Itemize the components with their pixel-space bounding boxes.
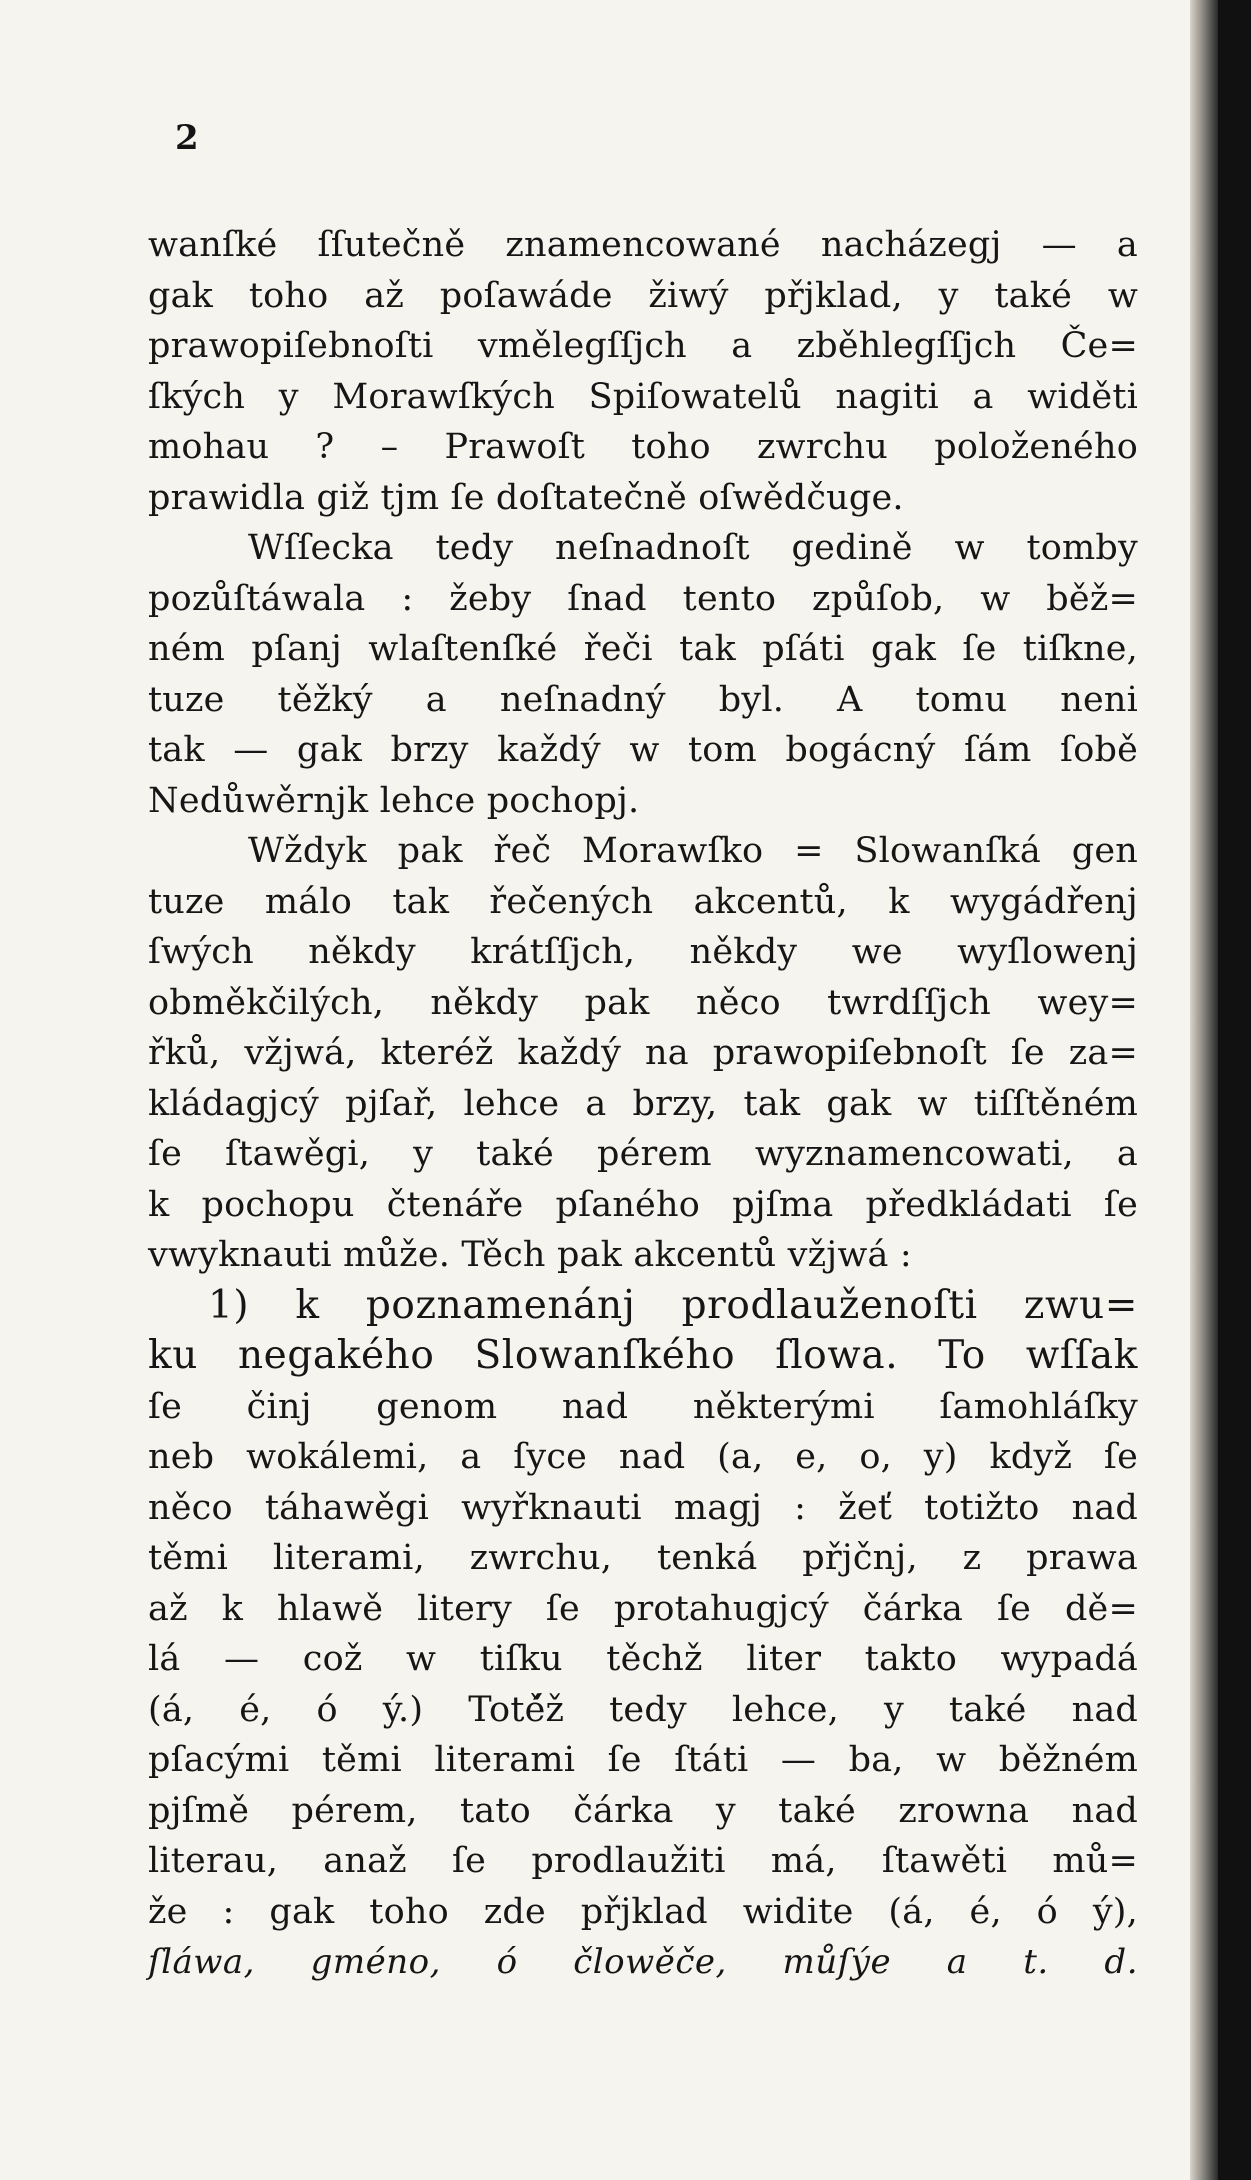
text-line: literau, anaž ſe prodlaužiti má, ſtawěti mů=: [148, 1841, 1138, 1881]
text-line: pſacými těmi literami ſe ſtáti — ba, w běžném: [148, 1740, 1138, 1780]
page-number: 2: [175, 118, 199, 158]
text-line: neb wokálemi, a ſyce nad (a, e, o, y) když ſe: [148, 1437, 1138, 1477]
text-line: tuze málo tak řečených akcentů, k wygádřenj: [148, 881, 1138, 922]
text-line: gak toho až poſawáde žiwý přjklad, y také w: [148, 275, 1138, 316]
text-line: obměkčilých, někdy pak něco twrdſſjch wey=: [148, 982, 1138, 1023]
text-line: Wždyk pak řeč Morawſko = Slowanſká gen: [248, 831, 1138, 871]
text-line: Wſſecka tedy neſnadnoſt gedině w tomby: [248, 528, 1138, 568]
text-line: mohau ? – Prawoſt toho zwrchu položeného: [148, 427, 1138, 467]
text-line: tak — gak brzy každý w tom bogácný ſám ſobě: [148, 730, 1138, 770]
text-line: prawopiſebnoſti vmělegſſjch a zběhlegſſjch Če=: [148, 326, 1138, 366]
book-spine-edge: [1218, 0, 1251, 2180]
page-edge-shadow: [1190, 0, 1218, 2180]
text-line: že : gak toho zde přjklad widite (á, é, ó ý),: [148, 1891, 1138, 1932]
text-line: až k hlawě litery ſe protahugjcý čárka ſe dě=: [148, 1588, 1138, 1629]
text-line: ſe činj genom nad některými ſamohláſky: [148, 1386, 1138, 1427]
text-line: prawidla giž tjm ſe doſtatečně oſwědčuge.: [148, 477, 904, 518]
text-line: pozůſtáwala : žeby ſnad tento způſob, w běž=: [148, 578, 1138, 619]
text-line: 1) k poznamenánj prodlauženoſti zwu=: [208, 1282, 1138, 1328]
text-line: tuze těžký a neſnadný byl. A tomu neni: [148, 679, 1138, 720]
text-line: ném pſanj wlaſtenſké řeči tak pſáti gak ſe tiſkne,: [148, 629, 1138, 669]
text-line: pjſmě pérem, tato čárka y také zrowna nad: [148, 1790, 1138, 1831]
text-line: (á, é, ó ý.) Toté̌ž tedy lehce, y také nad: [148, 1689, 1138, 1730]
text-line: lá — což w tiſku těchž liter takto wypadá: [148, 1639, 1138, 1679]
text-line: ſwých někdy krátſſjch, někdy we wyſlowenj: [148, 932, 1138, 972]
body-text: [148, 220, 1138, 1988]
text-line: ſláwa, gméno, ó člowěče, můſýe a t. d.: [148, 1942, 1138, 1982]
text-line: Nedůwěrnjk lehce pochopj.: [148, 780, 640, 821]
text-line: vwyknauti může. Těch pak akcentů vžjwá :: [148, 1235, 912, 1275]
text-line: k pochopu čtenáře pſaného pjſma předkládati ſe: [148, 1184, 1138, 1225]
text-line: něco táhawěgi wyřknauti magj : žeť totižto nad: [148, 1487, 1138, 1528]
text-line: ku negakého Slowanſkého ſlowa. To wſſak: [148, 1333, 1138, 1378]
text-line: ſkých y Morawſkých Spiſowatelů nagiti a widěti: [148, 376, 1138, 417]
text-line: těmi literami, zwrchu, tenká přjčnj, z prawa: [148, 1538, 1138, 1578]
text-line: kládagjcý pjſař, lehce a brzy, tak gak w tiſſtěném: [148, 1083, 1138, 1124]
text-line: ſe ſtawěgi, y také pérem wyznamencowati, a: [148, 1134, 1138, 1174]
text-line: wanſké ſſutečně znamencowané nacházegj — a: [148, 225, 1138, 265]
text-line: řků, vžjwá, kteréž každý na prawopiſebnoſt ſe za=: [148, 1033, 1138, 1073]
